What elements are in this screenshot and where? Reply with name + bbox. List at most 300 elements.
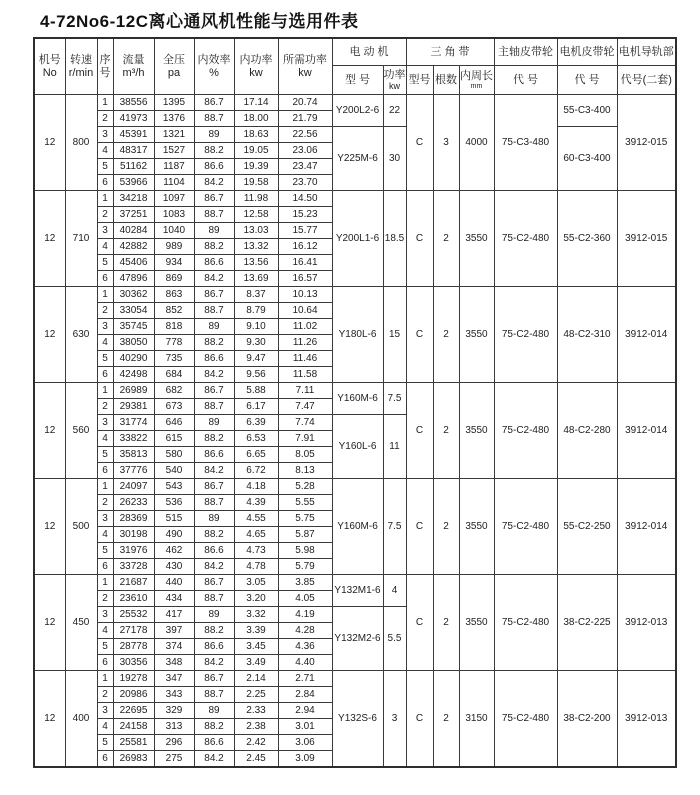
pressure-cell: 673 <box>154 399 194 415</box>
machine-no-cell: 12 <box>34 383 65 479</box>
seq-cell: 1 <box>97 287 113 303</box>
col-header-pressure <box>154 38 194 95</box>
seq-cell: 4 <box>97 239 113 255</box>
belt-count-cell: 2 <box>433 479 459 575</box>
flow-cell: 24158 <box>113 719 154 735</box>
motor-model-cell: Y132M1-6 <box>332 575 383 607</box>
belt-length-cell: 3550 <box>459 383 494 479</box>
required-power-cell: 3.09 <box>278 751 332 768</box>
motor-power-cell: 22 <box>383 95 406 127</box>
efficiency-cell: 89 <box>194 511 234 527</box>
group-header-rail: 电机导轨部 <box>617 38 676 66</box>
flow-cell: 20986 <box>113 687 154 703</box>
required-power-cell: 23.70 <box>278 175 332 191</box>
seq-cell: 5 <box>97 543 113 559</box>
internal-power-cell: 12.58 <box>234 207 278 223</box>
internal-power-cell: 5.88 <box>234 383 278 399</box>
seq-cell: 6 <box>97 463 113 479</box>
internal-power-cell: 6.39 <box>234 415 278 431</box>
internal-power-cell: 9.30 <box>234 335 278 351</box>
required-power-cell: 5.79 <box>278 559 332 575</box>
required-power-cell: 23.47 <box>278 159 332 175</box>
table-row <box>34 191 676 207</box>
internal-power-cell: 19.05 <box>234 143 278 159</box>
belt-count-cell: 2 <box>433 383 459 479</box>
efficiency-cell: 84.2 <box>194 559 234 575</box>
internal-power-cell: 6.17 <box>234 399 278 415</box>
flow-cell: 45391 <box>113 127 154 143</box>
col-header-belt-count: 根数 <box>433 66 459 95</box>
required-power-cell: 11.46 <box>278 351 332 367</box>
rail-code-cell: 3912-015 <box>617 95 676 191</box>
seq-cell: 5 <box>97 447 113 463</box>
belt-model-cell: C <box>406 671 433 768</box>
efficiency-cell: 86.6 <box>194 255 234 271</box>
required-power-cell: 20.74 <box>278 95 332 111</box>
efficiency-cell: 84.2 <box>194 463 234 479</box>
required-power-cell: 8.13 <box>278 463 332 479</box>
belt-count-cell: 2 <box>433 191 459 287</box>
internal-power-cell: 4.18 <box>234 479 278 495</box>
efficiency-cell: 84.2 <box>194 655 234 671</box>
required-power-cell: 5.28 <box>278 479 332 495</box>
pressure-cell: 989 <box>154 239 194 255</box>
internal-power-cell: 3.20 <box>234 591 278 607</box>
efficiency-cell: 84.2 <box>194 175 234 191</box>
col-header-motor-power-unit: kw <box>389 81 400 91</box>
col-header-flow-line2: m³/h <box>122 66 145 79</box>
internal-power-cell: 3.32 <box>234 607 278 623</box>
efficiency-cell: 88.2 <box>194 719 234 735</box>
rail-code-cell: 3912-013 <box>617 671 676 768</box>
main-pulley-code-cell: 75-C2-480 <box>494 575 557 671</box>
internal-power-cell: 2.42 <box>234 735 278 751</box>
col-header-motor-pulley-code: 代 号 <box>557 66 617 95</box>
required-power-cell: 11.26 <box>278 335 332 351</box>
efficiency-cell: 86.7 <box>194 671 234 687</box>
internal-power-cell: 2.33 <box>234 703 278 719</box>
motor-model-cell: Y160L-6 <box>332 415 383 479</box>
internal-power-cell: 18.00 <box>234 111 278 127</box>
efficiency-cell: 86.7 <box>194 287 234 303</box>
required-power-cell: 15.23 <box>278 207 332 223</box>
internal-power-cell: 8.37 <box>234 287 278 303</box>
pressure-cell: 343 <box>154 687 194 703</box>
internal-power-cell: 4.78 <box>234 559 278 575</box>
belt-model-cell: C <box>406 383 433 479</box>
machine-no-cell: 12 <box>34 191 65 287</box>
speed-cell: 800 <box>65 95 97 191</box>
required-power-cell: 5.87 <box>278 527 332 543</box>
motor-pulley-code-cell: 60-C3-400 <box>557 127 617 191</box>
flow-cell: 37251 <box>113 207 154 223</box>
required-power-cell: 7.74 <box>278 415 332 431</box>
table-row <box>34 575 676 591</box>
machine-no-cell: 12 <box>34 95 65 191</box>
required-power-cell: 3.01 <box>278 719 332 735</box>
group-header-motor-pulley: 电机皮带轮 <box>557 38 617 66</box>
flow-cell: 31774 <box>113 415 154 431</box>
col-header-machine-no-line1: 机号 <box>38 53 61 66</box>
belt-model-cell: C <box>406 191 433 287</box>
internal-power-cell: 8.79 <box>234 303 278 319</box>
seq-cell: 4 <box>97 623 113 639</box>
efficiency-cell: 88.7 <box>194 687 234 703</box>
seq-cell: 2 <box>97 687 113 703</box>
efficiency-cell: 86.7 <box>194 479 234 495</box>
efficiency-cell: 88.7 <box>194 399 234 415</box>
seq-cell: 6 <box>97 175 113 191</box>
internal-power-cell: 13.56 <box>234 255 278 271</box>
efficiency-cell: 89 <box>194 415 234 431</box>
required-power-cell: 22.56 <box>278 127 332 143</box>
fan-table-body <box>34 95 676 768</box>
main-pulley-code-cell: 75-C2-480 <box>494 479 557 575</box>
efficiency-cell: 89 <box>194 703 234 719</box>
required-power-cell: 4.05 <box>278 591 332 607</box>
col-header-seq-line2: 号 <box>99 66 111 79</box>
pressure-cell: 430 <box>154 559 194 575</box>
pressure-cell: 1376 <box>154 111 194 127</box>
col-header-pressure-line2: pa <box>167 66 181 79</box>
table-row <box>34 287 676 303</box>
motor-model-cell: Y225M-6 <box>332 127 383 191</box>
flow-cell: 38556 <box>113 95 154 111</box>
col-header-internal-power <box>234 38 278 95</box>
belt-count-cell: 2 <box>433 287 459 383</box>
efficiency-cell: 88.2 <box>194 143 234 159</box>
flow-cell: 33728 <box>113 559 154 575</box>
belt-length-cell: 3550 <box>459 287 494 383</box>
machine-no-cell: 12 <box>34 287 65 383</box>
rail-code-cell: 3912-013 <box>617 575 676 671</box>
col-header-machine-no-line2: No <box>42 66 57 79</box>
seq-cell: 5 <box>97 159 113 175</box>
efficiency-cell: 88.2 <box>194 623 234 639</box>
flow-cell: 25581 <box>113 735 154 751</box>
group-header-motor: 电 动 机 <box>332 38 406 66</box>
seq-cell: 3 <box>97 415 113 431</box>
internal-power-cell: 9.10 <box>234 319 278 335</box>
seq-cell: 5 <box>97 735 113 751</box>
seq-cell: 4 <box>97 431 113 447</box>
efficiency-cell: 88.2 <box>194 431 234 447</box>
pressure-cell: 1104 <box>154 175 194 191</box>
efficiency-cell: 84.2 <box>194 751 234 768</box>
efficiency-cell: 88.7 <box>194 495 234 511</box>
seq-cell: 4 <box>97 143 113 159</box>
pressure-cell: 852 <box>154 303 194 319</box>
motor-pulley-code-cell: 38-C2-225 <box>557 575 617 671</box>
efficiency-cell: 88.7 <box>194 207 234 223</box>
flow-cell: 24097 <box>113 479 154 495</box>
belt-count-cell: 3 <box>433 95 459 191</box>
pressure-cell: 543 <box>154 479 194 495</box>
machine-no-cell: 12 <box>34 671 65 768</box>
col-header-motor-power-line1: 功率 <box>383 69 406 81</box>
pressure-cell: 348 <box>154 655 194 671</box>
seq-cell: 1 <box>97 191 113 207</box>
internal-power-cell: 13.69 <box>234 271 278 287</box>
seq-cell: 5 <box>97 255 113 271</box>
motor-power-cell: 11 <box>383 415 406 479</box>
speed-cell: 400 <box>65 671 97 768</box>
required-power-cell: 4.28 <box>278 623 332 639</box>
motor-power-cell: 30 <box>383 127 406 191</box>
table-row <box>34 127 676 143</box>
main-pulley-code-cell: 75-C2-480 <box>494 191 557 287</box>
efficiency-cell: 89 <box>194 127 234 143</box>
pressure-cell: 440 <box>154 575 194 591</box>
required-power-cell: 14.50 <box>278 191 332 207</box>
efficiency-cell: 86.6 <box>194 735 234 751</box>
efficiency-cell: 84.2 <box>194 367 234 383</box>
table-header <box>34 38 676 95</box>
efficiency-cell: 86.6 <box>194 447 234 463</box>
speed-cell: 500 <box>65 479 97 575</box>
group-header-belt: 三 角 带 <box>406 38 494 66</box>
belt-length-cell: 3550 <box>459 191 494 287</box>
seq-cell: 3 <box>97 127 113 143</box>
efficiency-cell: 88.2 <box>194 335 234 351</box>
pressure-cell: 417 <box>154 607 194 623</box>
motor-pulley-code-cell: 48-C2-280 <box>557 383 617 479</box>
flow-cell: 28369 <box>113 511 154 527</box>
flow-cell: 45406 <box>113 255 154 271</box>
table-row <box>34 671 676 687</box>
seq-cell: 1 <box>97 671 113 687</box>
belt-length-cell: 4000 <box>459 95 494 191</box>
required-power-cell: 5.75 <box>278 511 332 527</box>
internal-power-cell: 13.32 <box>234 239 278 255</box>
motor-model-cell: Y160M-6 <box>332 479 383 575</box>
motor-model-cell: Y132S-6 <box>332 671 383 768</box>
speed-cell: 710 <box>65 191 97 287</box>
internal-power-cell: 6.65 <box>234 447 278 463</box>
pressure-cell: 778 <box>154 335 194 351</box>
flow-cell: 29381 <box>113 399 154 415</box>
seq-cell: 6 <box>97 367 113 383</box>
seq-cell: 3 <box>97 511 113 527</box>
main-pulley-code-cell: 75-C2-480 <box>494 287 557 383</box>
internal-power-cell: 2.45 <box>234 751 278 768</box>
internal-power-cell: 3.05 <box>234 575 278 591</box>
flow-cell: 37776 <box>113 463 154 479</box>
flow-cell: 26989 <box>113 383 154 399</box>
seq-cell: 6 <box>97 751 113 768</box>
col-header-efficiency-line2: % <box>209 66 219 79</box>
flow-cell: 40284 <box>113 223 154 239</box>
table-row <box>34 479 676 495</box>
pressure-cell: 1395 <box>154 95 194 111</box>
motor-pulley-code-cell: 48-C2-310 <box>557 287 617 383</box>
efficiency-cell: 89 <box>194 319 234 335</box>
col-header-seq-line1: 序 <box>99 53 111 66</box>
required-power-cell: 2.84 <box>278 687 332 703</box>
efficiency-cell: 86.6 <box>194 351 234 367</box>
internal-power-cell: 6.72 <box>234 463 278 479</box>
efficiency-cell: 89 <box>194 607 234 623</box>
pressure-cell: 490 <box>154 527 194 543</box>
required-power-cell: 7.11 <box>278 383 332 399</box>
pressure-cell: 275 <box>154 751 194 768</box>
col-header-rail-code: 代号(二套) <box>617 66 676 95</box>
pressure-cell: 1097 <box>154 191 194 207</box>
machine-no-cell: 12 <box>34 479 65 575</box>
rail-code-cell: 3912-014 <box>617 383 676 479</box>
flow-cell: 40290 <box>113 351 154 367</box>
seq-cell: 2 <box>97 303 113 319</box>
internal-power-cell: 3.49 <box>234 655 278 671</box>
flow-cell: 19278 <box>113 671 154 687</box>
rail-code-cell: 3912-014 <box>617 287 676 383</box>
required-power-cell: 5.55 <box>278 495 332 511</box>
pressure-cell: 818 <box>154 319 194 335</box>
rail-code-cell: 3912-014 <box>617 479 676 575</box>
motor-model-cell: Y160M-6 <box>332 383 383 415</box>
page-title: 4-72No6-12C离心通风机性能与选用件表 <box>40 12 359 31</box>
col-header-speed-line2: r/min <box>68 66 94 79</box>
seq-cell: 3 <box>97 607 113 623</box>
flow-cell: 30198 <box>113 527 154 543</box>
col-header-belt-length-unit: mm <box>470 83 483 90</box>
internal-power-cell: 2.14 <box>234 671 278 687</box>
flow-cell: 34218 <box>113 191 154 207</box>
motor-power-cell: 15 <box>383 287 406 383</box>
motor-model-cell: Y132M2-6 <box>332 607 383 671</box>
efficiency-cell: 88.7 <box>194 303 234 319</box>
flow-cell: 23610 <box>113 591 154 607</box>
required-power-cell: 5.98 <box>278 543 332 559</box>
efficiency-cell: 86.6 <box>194 543 234 559</box>
flow-cell: 48317 <box>113 143 154 159</box>
pressure-cell: 397 <box>154 623 194 639</box>
col-header-required-power <box>278 38 332 95</box>
pressure-cell: 934 <box>154 255 194 271</box>
belt-model-cell: C <box>406 479 433 575</box>
col-header-machine-no <box>34 38 65 95</box>
machine-no-cell: 12 <box>34 575 65 671</box>
pressure-cell: 329 <box>154 703 194 719</box>
internal-power-cell: 19.39 <box>234 159 278 175</box>
required-power-cell: 2.94 <box>278 703 332 719</box>
pressure-cell: 434 <box>154 591 194 607</box>
required-power-cell: 11.58 <box>278 367 332 383</box>
seq-cell: 4 <box>97 527 113 543</box>
required-power-cell: 8.05 <box>278 447 332 463</box>
required-power-cell: 11.02 <box>278 319 332 335</box>
pressure-cell: 347 <box>154 671 194 687</box>
belt-length-cell: 3550 <box>459 575 494 671</box>
pressure-cell: 863 <box>154 287 194 303</box>
col-header-motor-power <box>383 66 406 95</box>
pressure-cell: 462 <box>154 543 194 559</box>
seq-cell: 2 <box>97 591 113 607</box>
motor-power-cell: 7.5 <box>383 383 406 415</box>
seq-cell: 6 <box>97 655 113 671</box>
seq-cell: 1 <box>97 575 113 591</box>
motor-power-cell: 3 <box>383 671 406 768</box>
flow-cell: 35813 <box>113 447 154 463</box>
col-header-flow-line1: 流量 <box>122 53 145 66</box>
internal-power-cell: 13.03 <box>234 223 278 239</box>
main-pulley-code-cell: 75-C2-480 <box>494 383 557 479</box>
efficiency-cell: 84.2 <box>194 271 234 287</box>
group-header-main-pulley: 主轴皮带轮 <box>494 38 557 66</box>
required-power-cell: 16.12 <box>278 239 332 255</box>
motor-pulley-code-cell: 55-C2-360 <box>557 191 617 287</box>
motor-model-cell: Y200L2-6 <box>332 95 383 127</box>
fan-performance-table <box>33 37 677 768</box>
required-power-cell: 10.64 <box>278 303 332 319</box>
col-header-speed <box>65 38 97 95</box>
belt-model-cell: C <box>406 95 433 191</box>
main-pulley-code-cell: 75-C3-480 <box>494 95 557 191</box>
seq-cell: 4 <box>97 719 113 735</box>
internal-power-cell: 4.55 <box>234 511 278 527</box>
col-header-flow <box>113 38 154 95</box>
required-power-cell: 4.36 <box>278 639 332 655</box>
belt-length-cell: 3150 <box>459 671 494 768</box>
motor-power-cell: 4 <box>383 575 406 607</box>
col-header-speed-line1: 转速 <box>70 53 92 66</box>
motor-power-cell: 18.5 <box>383 191 406 287</box>
seq-cell: 6 <box>97 271 113 287</box>
col-header-motor-model: 型 号 <box>332 66 383 95</box>
col-header-main-pulley-code: 代 号 <box>494 66 557 95</box>
seq-cell: 1 <box>97 95 113 111</box>
flow-cell: 42498 <box>113 367 154 383</box>
flow-cell: 38050 <box>113 335 154 351</box>
internal-power-cell: 2.25 <box>234 687 278 703</box>
internal-power-cell: 17.14 <box>234 95 278 111</box>
efficiency-cell: 86.7 <box>194 383 234 399</box>
required-power-cell: 7.91 <box>278 431 332 447</box>
flow-cell: 30362 <box>113 287 154 303</box>
pressure-cell: 296 <box>154 735 194 751</box>
seq-cell: 1 <box>97 479 113 495</box>
seq-cell: 5 <box>97 639 113 655</box>
col-header-efficiency-line1: 内效率 <box>197 53 231 66</box>
flow-cell: 42882 <box>113 239 154 255</box>
required-power-cell: 4.40 <box>278 655 332 671</box>
seq-cell: 2 <box>97 111 113 127</box>
main-pulley-code-cell: 75-C2-480 <box>494 671 557 768</box>
internal-power-cell: 2.38 <box>234 719 278 735</box>
col-header-required-power-line2: kw <box>298 66 312 79</box>
motor-pulley-code-cell: 38-C2-200 <box>557 671 617 768</box>
internal-power-cell: 3.39 <box>234 623 278 639</box>
seq-cell: 4 <box>97 335 113 351</box>
pressure-cell: 869 <box>154 271 194 287</box>
col-header-pressure-line1: 全压 <box>163 53 185 66</box>
pressure-cell: 540 <box>154 463 194 479</box>
seq-cell: 2 <box>97 399 113 415</box>
pressure-cell: 374 <box>154 639 194 655</box>
speed-cell: 450 <box>65 575 97 671</box>
seq-cell: 6 <box>97 559 113 575</box>
table-row <box>34 95 676 111</box>
internal-power-cell: 4.65 <box>234 527 278 543</box>
pressure-cell: 735 <box>154 351 194 367</box>
pressure-cell: 1527 <box>154 143 194 159</box>
belt-model-cell: C <box>406 287 433 383</box>
motor-pulley-code-cell: 55-C3-400 <box>557 95 617 127</box>
efficiency-cell: 88.2 <box>194 239 234 255</box>
seq-cell: 3 <box>97 703 113 719</box>
col-header-required-power-line1: 所需功率 <box>283 53 327 66</box>
flow-cell: 21687 <box>113 575 154 591</box>
